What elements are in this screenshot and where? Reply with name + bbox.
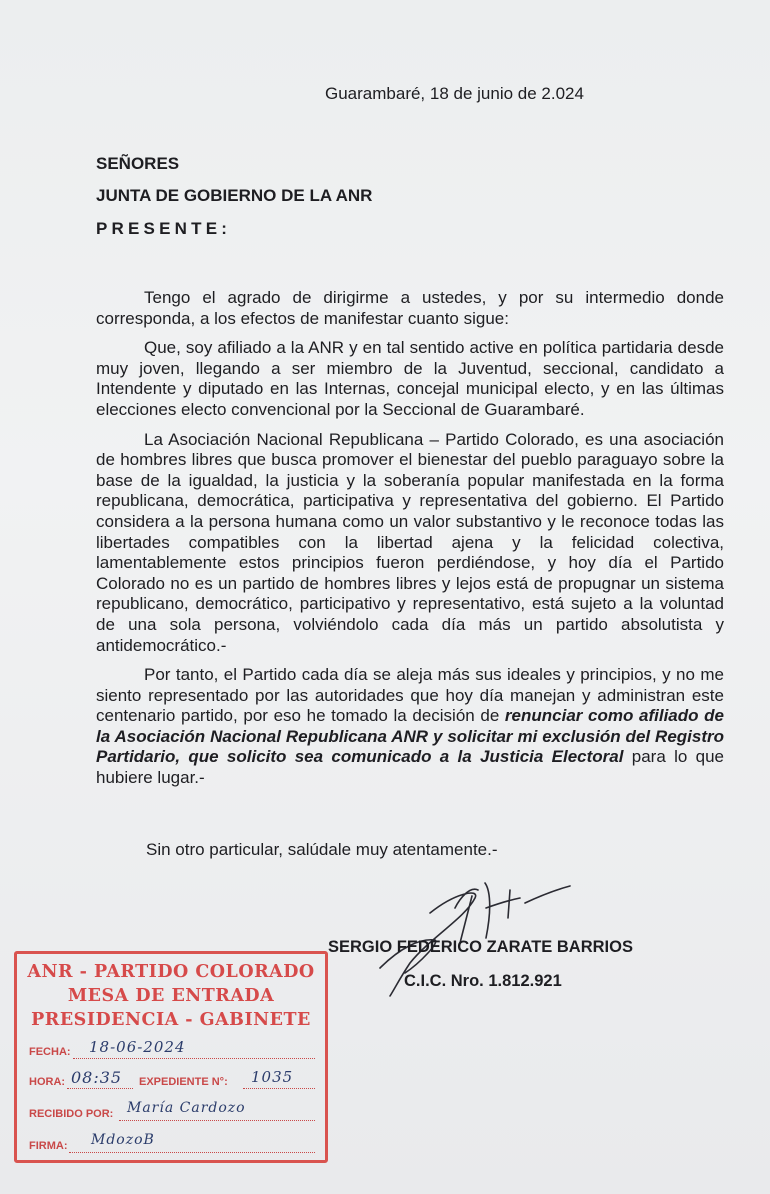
stamp-hora-line (67, 1088, 133, 1089)
paragraph-3: La Asociación Nacional Republicana – Partido Colorado, es una asociación de hombres libres que busca promover el bienestar del pueblo paraguayo sobre la base de la igualdad, la justicia y la soberanía popular manifestada en la forma republicana, democrática, participativa y representativa del gobierno. El Partido considera a la persona humana como un valor substantivo y le reconoce todas las libertades compatibles con la libertad ajena y la felicidad colectiva, lamentablemente estos principios fueron perdiéndose, y hoy día el Partido Colorado no es un partido de hombres libres y lejos está de propugnar un sistema republicano, democrático, participativo y representativo, está sujeto a la voluntad de una sola persona, volviéndolo cada día más un partido absolutista y antidemocrático.- (96, 429, 724, 655)
stamp-hora-value: 08:35 (71, 1068, 123, 1087)
addressee-line-3: PRESENTE: (96, 219, 232, 238)
stamp-recibido-line (119, 1120, 315, 1121)
addressee-line-1: SEÑORES (96, 154, 180, 173)
signer-id: C.I.C. Nro. 1.812.921 (404, 972, 562, 990)
stamp-recibido-value: María Cardozo (127, 1100, 246, 1116)
stamp-firma-line (69, 1152, 315, 1153)
stamp-fecha-label: FECHA: (29, 1046, 71, 1058)
stamp-expediente-value: 1035 (251, 1068, 294, 1086)
letter-body (96, 288, 724, 798)
signer-name: SERGIO FEDERICO ZARATE BARRIOS (328, 938, 633, 956)
stamp-hora-label: HORA: (29, 1076, 66, 1088)
paragraph-4-end: para lo que hubiere lugar.- (96, 747, 724, 788)
letter-date: Guarambaré, 18 de junio de 2.024 (325, 84, 584, 103)
closing-line: Sin otro particular, salúdale muy atentamente.- (146, 840, 498, 859)
stamp-line-3: PRESIDENCIA - GABINETE (31, 1010, 311, 1030)
stamp-recibido-label: RECIBIDO POR: (29, 1108, 114, 1120)
paragraph-4-emphasis: renunciar como afiliado de la Asociación Nacional Republicana ANR y solicitar mi exclusión del Registro Partidario, que solicito sea comunicado a la Justicia Electoral (96, 706, 724, 767)
paragraph-4 (96, 665, 724, 789)
reception-stamp (14, 951, 328, 1163)
stamp-line-1: ANR - PARTIDO COLORADO (27, 962, 315, 982)
stamp-fecha-value: 18-06-2024 (89, 1038, 186, 1056)
paragraph-4-start: Por tanto, el Partido cada día se aleja más sus ideales y principios, y no me siento representado por las autoridades que hoy día manejan y administran este centenario partido, por eso he tomado la decisión de (96, 665, 724, 726)
stamp-firma-label: FIRMA: (29, 1140, 68, 1152)
stamp-expediente-line (243, 1088, 315, 1089)
stamp-expediente-label: EXPEDIENTE N°: (139, 1076, 228, 1088)
addressee-line-2: JUNTA DE GOBIERNO DE LA ANR (96, 186, 373, 205)
stamp-firma-value: MdozoB (91, 1132, 155, 1148)
paragraph-2: Que, soy afiliado a la ANR y en tal sentido active en política partidaria desde muy joven, llegando a ser miembro de la Juventud, seccional, candidato a Intendente y diputado en las Internas, concejal municipal electo, y en las últimas elecciones electo convencional por la Seccional de Guarambaré. (96, 338, 724, 419)
stamp-fecha-line (73, 1058, 315, 1059)
paragraph-1: Tengo el agrado de dirigirme a ustedes, y por su intermedio donde corresponda, a los efectos de manifestar cuanto sigue: (96, 288, 724, 328)
stamp-line-2: MESA DE ENTRADA (67, 986, 275, 1006)
